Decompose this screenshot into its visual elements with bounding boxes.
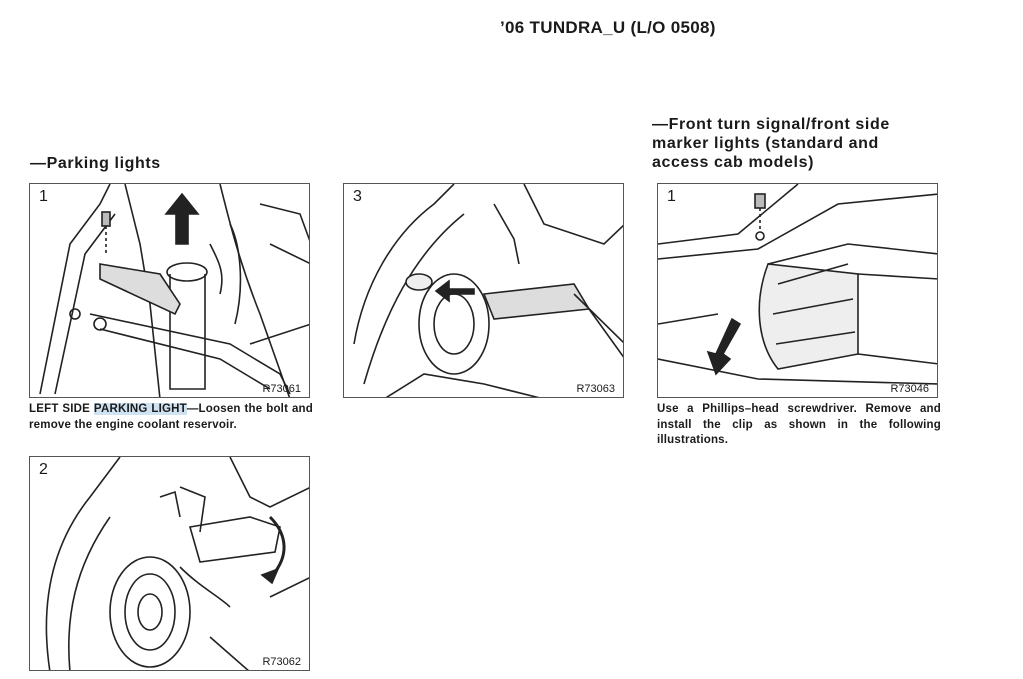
figure-number: 1 [39, 188, 48, 205]
figure-code: R73063 [576, 383, 615, 395]
figure-number: 1 [667, 188, 676, 205]
figure-number: 3 [353, 188, 362, 205]
parking-figure-1 [29, 183, 310, 398]
title-line-1: —Front turn signal/front side [652, 116, 890, 133]
caption-prefix: LEFT SIDE [29, 403, 94, 415]
bulb-socket-rotate-illustration [30, 457, 310, 671]
front-turn-signal-title [652, 115, 890, 172]
figure-code: R73062 [262, 656, 301, 668]
caption-highlight: PARKING LIGHT [93, 403, 187, 415]
parking-lights-title: —Parking lights [30, 155, 161, 172]
title-line-2: marker lights (standard and [652, 135, 879, 152]
parking-figure-3 [343, 183, 624, 398]
caption-rest: —Loosen the bolt and remove the engine coolant reservoir. [29, 403, 314, 431]
parking-figure-2 [29, 456, 310, 671]
coolant-reservoir-illustration [30, 184, 310, 398]
parking-caption [29, 402, 313, 433]
title-line-3: access cab models) [652, 154, 814, 171]
document-header: ’06 TUNDRA_U (L/O 0508) [500, 18, 716, 37]
figure-number: 2 [39, 461, 48, 478]
turn-signal-lens-illustration [658, 184, 938, 398]
bulb-removal-illustration [344, 184, 624, 398]
figure-code: R73061 [262, 383, 301, 395]
front-turn-caption: Use a Phillips–head screwdriver. Remove and install the clip as shown in the following illustrations. [657, 403, 941, 446]
figure-code: R73046 [890, 383, 929, 395]
front-turn-figure-1 [657, 183, 938, 398]
